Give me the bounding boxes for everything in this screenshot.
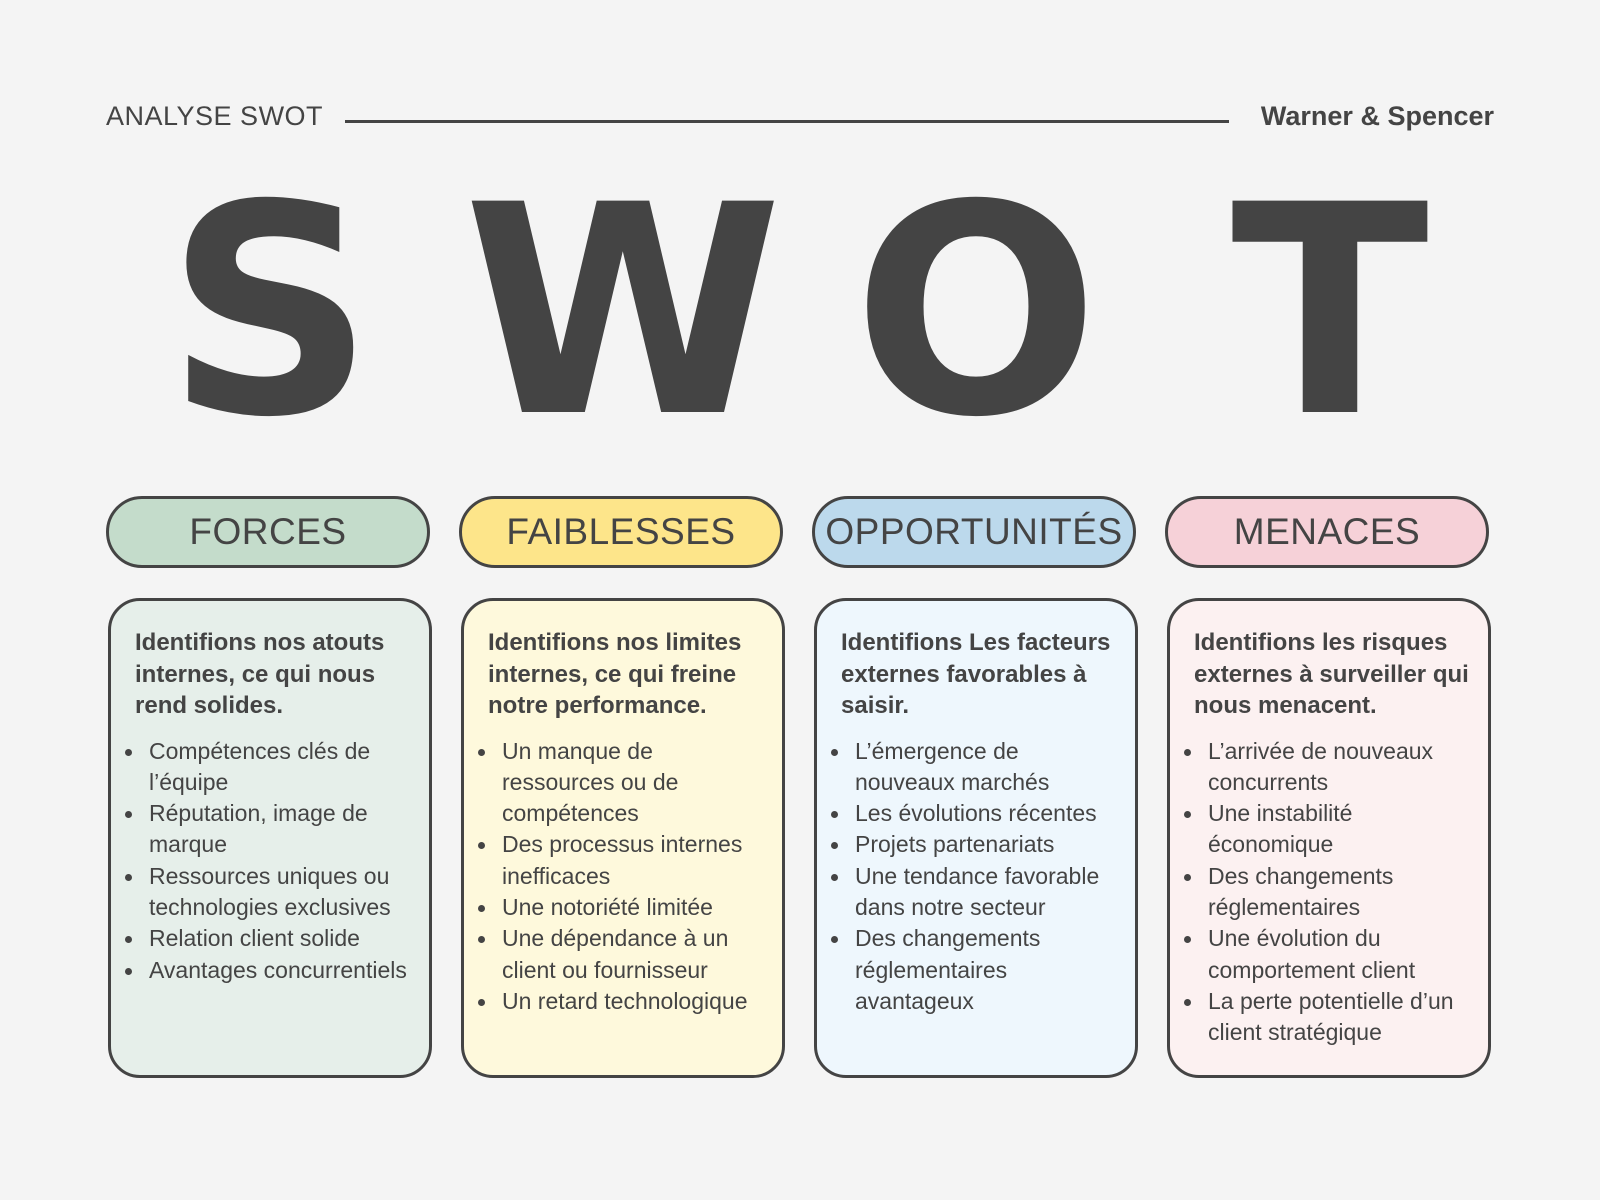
list-item: Réputation, image de marque bbox=[135, 798, 415, 861]
list-item: L’émergence de nouveaux marchés bbox=[841, 736, 1121, 799]
letter-s: S bbox=[165, 144, 375, 481]
list-item: Des changements réglementaires bbox=[1194, 861, 1474, 924]
list-item: Des processus internes inefficaces bbox=[488, 829, 768, 892]
list-item: Les évolutions récentes bbox=[841, 798, 1121, 829]
pill-forces: FORCES bbox=[106, 496, 430, 568]
card-list bbox=[1194, 736, 1474, 1049]
list-item: L’arrivée de nouveaux concurrents bbox=[1194, 736, 1474, 799]
letter-t: T bbox=[1231, 144, 1429, 481]
card-opportunites bbox=[814, 598, 1138, 1078]
card-list bbox=[841, 736, 1121, 1018]
list-item: Un retard technologique bbox=[488, 986, 768, 1017]
list-item: Une dépendance à un client ou fournisseur bbox=[488, 923, 768, 986]
list-item: Un manque de ressources ou de compétences bbox=[488, 736, 768, 830]
pill-faiblesses: FAIBLESSES bbox=[459, 496, 783, 568]
card-list bbox=[488, 736, 768, 1018]
card-intro: Identifions nos atouts internes, ce qui nous rend solides. bbox=[135, 629, 385, 719]
page-title: ANALYSE SWOT bbox=[106, 100, 324, 131]
list-item: Une tendance favorable dans notre secteur bbox=[841, 861, 1121, 924]
header-rule bbox=[345, 120, 1229, 123]
card-intro: Identifions les risques externes à surveiller qui nous menacent. bbox=[1194, 629, 1469, 719]
letter-w: W bbox=[463, 144, 783, 481]
card-intro: Identifions nos limites internes, ce qui freine notre performance. bbox=[488, 629, 742, 719]
list-item: Projets partenariats bbox=[841, 829, 1121, 860]
card-forces bbox=[108, 598, 432, 1078]
list-item: Relation client solide bbox=[135, 923, 415, 954]
swot-letters bbox=[106, 144, 1494, 481]
brand-name: Warner & Spencer bbox=[1260, 100, 1494, 131]
header bbox=[106, 96, 1494, 136]
list-item: Avantages concurrentiels bbox=[135, 955, 415, 986]
card-list bbox=[135, 736, 415, 986]
list-item: Ressources uniques ou technologies exclusives bbox=[135, 861, 415, 924]
card-faiblesses bbox=[461, 598, 785, 1078]
card-menaces bbox=[1167, 598, 1491, 1078]
list-item: Une notoriété limitée bbox=[488, 892, 768, 923]
pill-menaces: MENACES bbox=[1165, 496, 1489, 568]
letter-o: O bbox=[852, 144, 1100, 481]
list-item: Une instabilité économique bbox=[1194, 798, 1474, 861]
list-item: La perte potentielle d’un client stratégique bbox=[1194, 986, 1474, 1049]
card-intro: Identifions Les facteurs externes favorables à saisir. bbox=[841, 629, 1111, 719]
list-item: Des changements réglementaires avantageux bbox=[841, 923, 1121, 1017]
pill-opportunites: OPPORTUNITÉS bbox=[812, 496, 1136, 568]
list-item: Compétences clés de l’équipe bbox=[135, 736, 415, 799]
list-item: Une évolution du comportement client bbox=[1194, 923, 1474, 986]
